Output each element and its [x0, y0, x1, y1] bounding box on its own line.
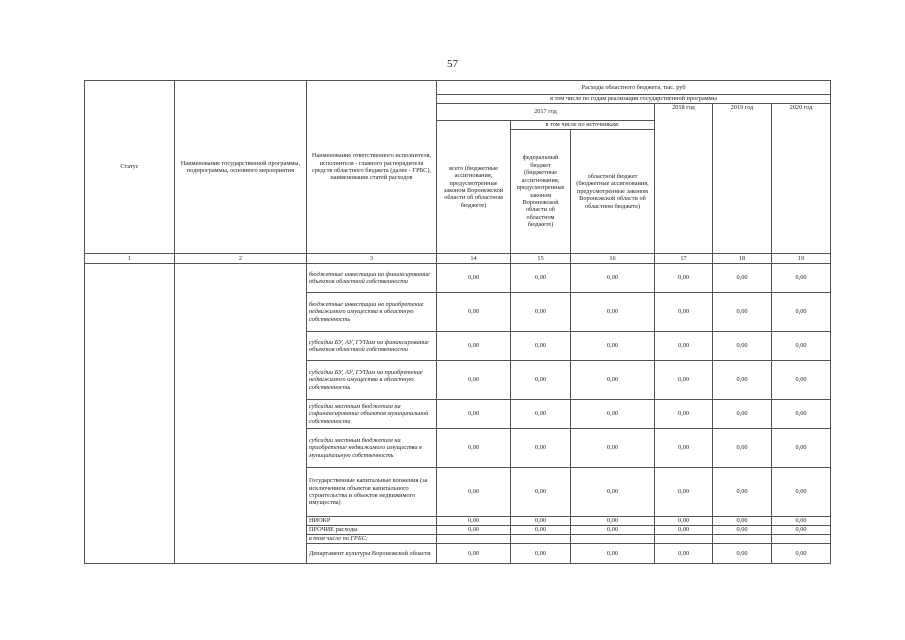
row-value: 0,00 [511, 293, 571, 332]
row-label: субсидии местным бюджетам на приобретение недвижимого имущества в муниципальную собственность [307, 429, 437, 468]
row-value: 0,00 [713, 526, 772, 535]
column-number: 17 [655, 254, 713, 264]
row-value: 0,00 [655, 400, 713, 429]
header-by-sources: в том числе по источникам: [511, 121, 655, 130]
row-value [713, 535, 772, 544]
row-value [437, 535, 511, 544]
row-value: 0,00 [655, 293, 713, 332]
row-value: 0,00 [437, 400, 511, 429]
row-value: 0,00 [713, 400, 772, 429]
row-value: 0,00 [772, 468, 831, 517]
row-value: 0,00 [511, 400, 571, 429]
column-number: 16 [571, 254, 655, 264]
row-label: в том числе по ГРБС: [307, 535, 437, 544]
row-label: субсидии БУ, АУ, ГУПам на приобретение недвижимого имущества в областную собственность [307, 361, 437, 400]
header-year-2020: 2020 год [772, 104, 831, 254]
header-year-2018: 2018 год [655, 104, 713, 254]
row-value: 0,00 [511, 468, 571, 517]
column-number: 15 [511, 254, 571, 264]
row-value: 0,00 [655, 264, 713, 293]
row-value: 0,00 [655, 468, 713, 517]
column-number: 2 [175, 254, 307, 264]
column-numbers-row [85, 254, 831, 264]
row-label: Государственные капитальные вложения (за исключением объектов капитального строительства и объектов недвижимого имущества) [307, 468, 437, 517]
row-value: 0,00 [772, 361, 831, 400]
row-value: 0,00 [713, 332, 772, 361]
row-value: 0,00 [713, 468, 772, 517]
row-value: 0,00 [437, 429, 511, 468]
row-value: 0,00 [437, 526, 511, 535]
row-value: 0,00 [511, 361, 571, 400]
row-value: 0,00 [571, 332, 655, 361]
column-number: 19 [772, 254, 831, 264]
row-value: 0,00 [511, 429, 571, 468]
row-value: 0,00 [655, 429, 713, 468]
header-federal: федеральный бюджет (бюджетные ассигнования, предусмотренные законом Воронежской области об областном бюджете) [511, 130, 571, 254]
row-value: 0,00 [772, 517, 831, 526]
row-value: 0,00 [571, 429, 655, 468]
row-value: 0,00 [511, 526, 571, 535]
row-label: бюджетные инвестиции на финансирование объектов областной собственности [307, 264, 437, 293]
header-year-2017: 2017 год [437, 104, 655, 121]
status-cell-empty [85, 264, 175, 564]
column-number: 3 [307, 254, 437, 264]
row-value: 0,00 [772, 293, 831, 332]
row-label: субсидии местным бюджетам на софинансирование объектов муниципальной собственности [307, 400, 437, 429]
header-executor: Наименование ответственного исполнителя, исполнителя - главного распорядителя средств областного бюджета (далее - ГРБС), наименование статей расходов [307, 81, 437, 254]
row-value: 0,00 [437, 361, 511, 400]
header-row-1 [85, 81, 831, 95]
row-value: 0,00 [437, 264, 511, 293]
row-value: 0,00 [655, 526, 713, 535]
program-cell-empty [175, 264, 307, 564]
column-number: 18 [713, 254, 772, 264]
budget-table [84, 80, 831, 564]
header-regional: областной бюджет (бюджетные ассигнования, предусмотренные законом Воронежской области об областном бюджете) [571, 130, 655, 254]
row-value: 0,00 [571, 517, 655, 526]
header-by-years: в том числе по годам реализации государственной программы [437, 95, 831, 104]
row-value: 0,00 [655, 544, 713, 564]
column-number: 1 [85, 254, 175, 264]
row-value: 0,00 [655, 517, 713, 526]
row-value: 0,00 [571, 544, 655, 564]
row-value: 0,00 [713, 517, 772, 526]
row-value: 0,00 [713, 544, 772, 564]
row-value: 0,00 [437, 544, 511, 564]
header-year-2019: 2019 год [713, 104, 772, 254]
row-value [571, 535, 655, 544]
row-value: 0,00 [713, 264, 772, 293]
row-value: 0,00 [713, 293, 772, 332]
row-value: 0,00 [772, 526, 831, 535]
row-value: 0,00 [571, 468, 655, 517]
row-value: 0,00 [772, 400, 831, 429]
row-value: 0,00 [511, 517, 571, 526]
row-value [511, 535, 571, 544]
row-value: 0,00 [511, 264, 571, 293]
row-value: 0,00 [437, 517, 511, 526]
header-program-name: Наименование государственной программы, подпрограммы, основного мероприятия [175, 81, 307, 254]
row-value: 0,00 [511, 544, 571, 564]
row-value: 0,00 [571, 526, 655, 535]
row-value: 0,00 [713, 361, 772, 400]
row-value: 0,00 [772, 332, 831, 361]
row-value: 0,00 [437, 293, 511, 332]
row-label: ПРОЧИЕ расходы [307, 526, 437, 535]
header-total: всего (бюджетные ассигнования, предусмотренные законом Воронежской области об областном бюджете) [437, 121, 511, 254]
row-value: 0,00 [571, 264, 655, 293]
row-value: 0,00 [655, 361, 713, 400]
table-row [85, 264, 831, 293]
page-number: 57 [447, 58, 458, 70]
row-value: 0,00 [437, 468, 511, 517]
row-value: 0,00 [571, 361, 655, 400]
row-value: 0,00 [772, 264, 831, 293]
row-value: 0,00 [772, 429, 831, 468]
row-value: 0,00 [571, 400, 655, 429]
row-label: субсидии БУ, АУ, ГУПам на финансирование объектов областной собственности [307, 332, 437, 361]
row-value: 0,00 [511, 332, 571, 361]
column-number: 14 [437, 254, 511, 264]
row-value: 0,00 [655, 332, 713, 361]
row-label: НИОКР [307, 517, 437, 526]
header-status: Статус [85, 81, 175, 254]
row-value: 0,00 [437, 332, 511, 361]
row-value [772, 535, 831, 544]
row-value: 0,00 [571, 293, 655, 332]
row-value: 0,00 [713, 429, 772, 468]
row-value [655, 535, 713, 544]
row-label: бюджетные инвестиции на приобретение недвижимого имущества в областную собственность [307, 293, 437, 332]
header-expenses-title: Расходы областного бюджета, тыс. руб [437, 81, 831, 95]
row-value: 0,00 [772, 544, 831, 564]
row-label: Департамент культуры Воронежской области [307, 544, 437, 564]
